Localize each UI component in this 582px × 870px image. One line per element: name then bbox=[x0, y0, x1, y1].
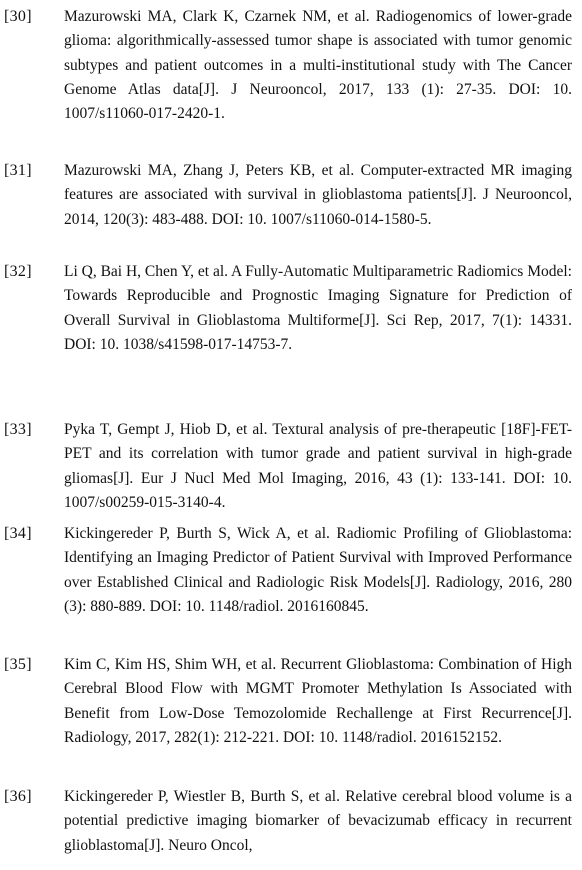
reference-text: Kickingereder P, Burth S, Wick A, et al. Radiomic Profiling of Glioblastoma: Identifying an Imaging Predictor of Patient Survival with Improved Performance over Established Clinical and Radiologic Risk Models[J]. Radiology, 2016, 280 (3): 880-889. DOI: 10. 1148/radiol. 2016160845. bbox=[64, 525, 572, 615]
reference-number: [32] bbox=[4, 263, 32, 280]
reference-text: Li Q, Bai H, Chen Y, et al. A Fully-Automatic Multiparametric Radiomics Model: Towards Reproducible and Prognostic Imaging Signature for Prediction of Overall Survival in Glioblastoma Multiforme[J]. Sci Rep, 2017, 7(1): 14331. DOI: 10. 1038/s41598-017-14753-7. bbox=[64, 263, 572, 353]
reference-number: [36] bbox=[4, 788, 32, 805]
reference-text: Kim C, Kim HS, Shim WH, et al. Recurrent Glioblastoma: Combination of High Cerebral Blood Flow with MGMT Promoter Methylation Is Associated with Benefit from Low-Dose Temozolomide Rechallenge at First Recurrence[J]. Radiology, 2017, 282(1): 212-221. DOI: 10. 1148/radiol. 2016152152. bbox=[64, 656, 572, 746]
reference-text: Mazurowski MA, Clark K, Czarnek NM, et al. Radiogenomics of lower-grade glioma: algorithmically-assessed tumor shape is associated with tumor genomic subtypes and patient outcomes in a multi-institutional study with The Cancer Genome Atlas data[J]. J Neurooncol, 2017, 133 (1): 27-35. DOI: 10. 1007/s11060-017-2420-1. bbox=[64, 8, 572, 123]
reference-number: [31] bbox=[4, 162, 32, 179]
reference-text: Pyka T, Gempt J, Hiob D, et al. Textural analysis of pre-therapeutic [18F]-FET-PET and its correlation with tumor grade and patient survival in high-grade gliomas[J]. Eur J Nucl Med Mol Imaging, 2016, 43 (1): 133-141. DOI: 10. 1007/s00259-015-3140-4. bbox=[64, 421, 572, 511]
reference-number: [35] bbox=[4, 656, 32, 673]
reference-number: [30] bbox=[4, 8, 32, 25]
reference-text: Mazurowski MA, Zhang J, Peters KB, et al. Computer-extracted MR imaging features are associated with survival in glioblastoma patients[J]. J Neurooncol, 2014, 120(3): 483-488. DOI: 10. 1007/s11060-014-1580-5. bbox=[64, 162, 572, 228]
reference-number: [33] bbox=[4, 421, 32, 438]
reference-text: Kickingereder P, Wiestler B, Burth S, et al. Relative cerebral blood volume is a potential predictive imaging biomarker of bevacizumab efficacy in recurrent glioblastoma[J]. Neuro Oncol, bbox=[64, 788, 572, 854]
reference-number: [34] bbox=[4, 525, 32, 542]
